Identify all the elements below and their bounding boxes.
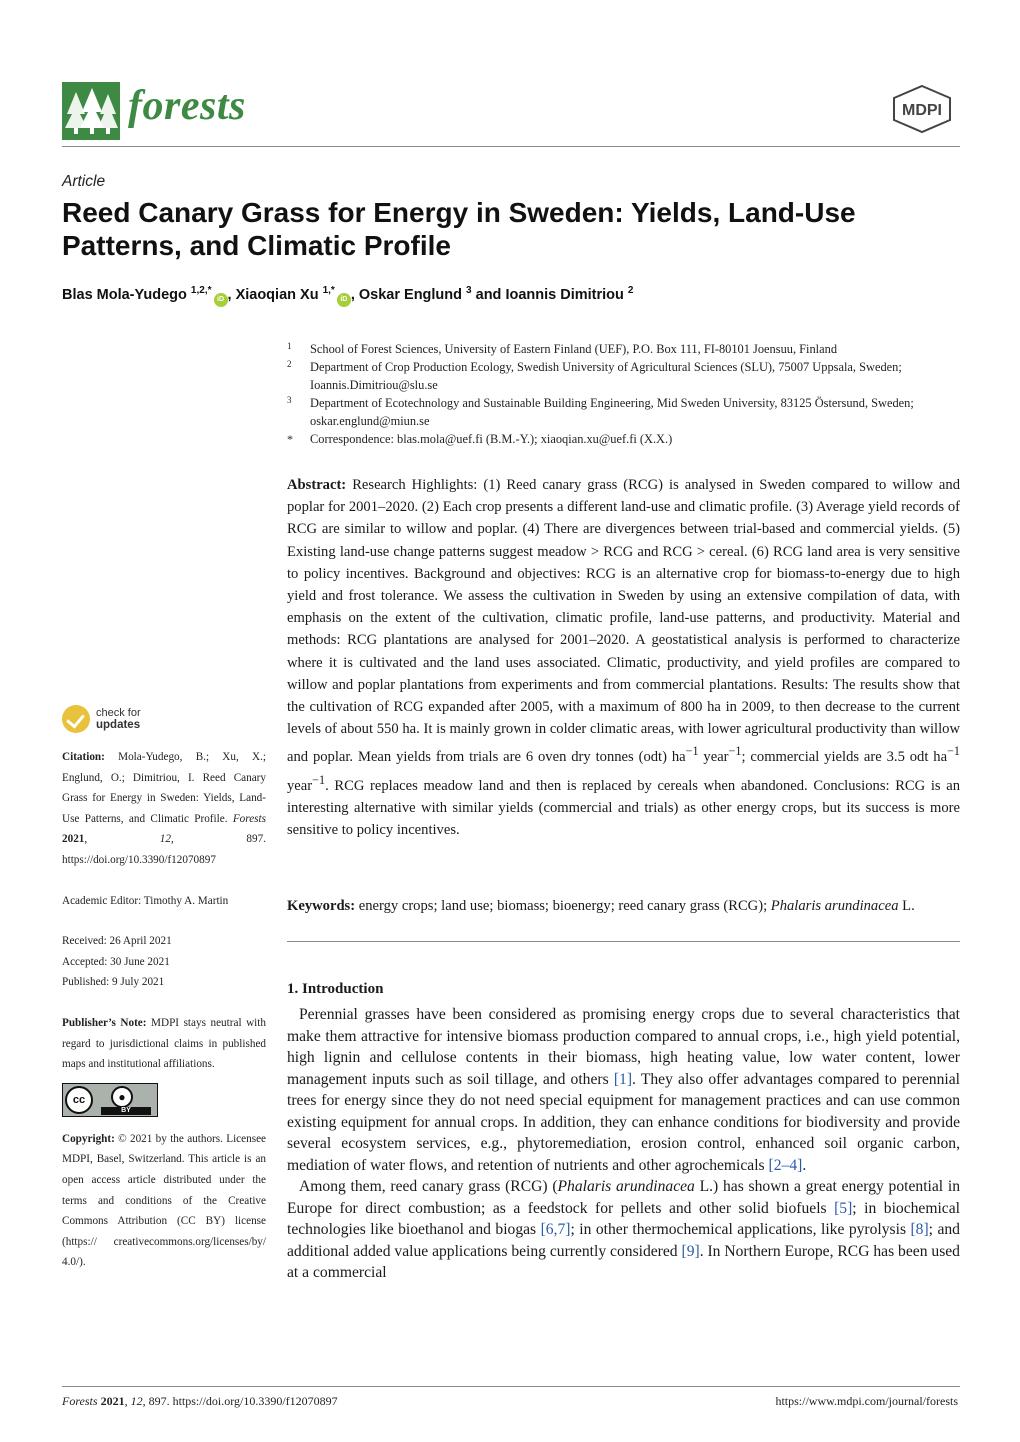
copyright — [62, 1129, 266, 1273]
affiliation-text: Correspondence: blas.mola@uef.fi (B.M.-Y.); xiaoqian.xu@uef.fi (X.X.) — [310, 432, 673, 446]
author-affiliation-mark: 1,2,* — [190, 285, 212, 296]
author-affiliation-mark: 2 — [627, 285, 634, 296]
citation-volume: , 12 — [84, 833, 171, 846]
paragraph — [287, 1004, 960, 1176]
cc-icon: cc — [65, 1086, 93, 1114]
reference-link[interactable]: [1] — [613, 1070, 633, 1088]
checkmark-icon — [62, 705, 90, 733]
copyright-label: Copyright: — [62, 1132, 115, 1145]
citation-doi[interactable]: , 897. https://doi.org/10.3390/f12070897 — [62, 833, 267, 866]
check-for-updates-button[interactable] — [62, 705, 266, 741]
abstract — [287, 474, 960, 841]
text: Among them, reed canary grass (RCG) ( — [299, 1178, 558, 1195]
species-name: Phalaris arundinacea — [557, 1178, 695, 1195]
text: ; in biochemical technologies like bioethanol and biogas — [287, 1199, 960, 1238]
publisher-note-label: Publisher’s Note: — [62, 1016, 147, 1029]
author-name: Blas Mola-Yudego — [62, 286, 191, 303]
affiliation-mark: * — [287, 432, 293, 446]
keywords-text: energy crops; land use; biomass; bioenergy; reed canary grass (RCG); — [355, 898, 771, 914]
affiliation-item — [287, 394, 962, 430]
forests-trees-logo-icon — [62, 82, 120, 140]
copyright-text: © 2021 by the authors. Licensee MDPI, Basel, Switzerland. This article is an open access article distributed under the terms and conditions of the Creative Commons Attribution (CC BY) license (https:// creativecommons.org/licenses/by/ 4.0/). — [62, 1132, 266, 1269]
author-name: Xiaoqian Xu — [235, 286, 323, 303]
reference-link[interactable]: [8] — [910, 1221, 929, 1238]
affiliation-text: Department of Ecotechnology and Sustainable Building Engineering, Mid Sweden University, 83125 Östersund, Sweden; oskar.englund@miun.se — [310, 396, 914, 428]
keywords — [287, 895, 960, 917]
citation — [62, 747, 266, 871]
abstract-text: . RCG replaces meadow land and then is replaced by cereals when abandoned. Conclusions: RCG is an interesting alternative with similar yields (commercial and trials) as other energy crops, but its success is more sensitive to policy incentives. — [287, 777, 960, 838]
svg-text:MDPI: MDPI — [902, 102, 942, 119]
text: Perennial grasses have been considered as promising energy crops due to several characteristics that make them attractive for intensive biomass production compared to annual crops, i.e., high yield potential, high lignin and cellulose contents in their biomass, high heating value, low water content, lower management inputs such as soil tillage, and others — [287, 1006, 960, 1088]
updates-label: updates — [96, 719, 141, 731]
attribution-person-icon: ● — [111, 1086, 133, 1108]
check-label: check for — [96, 707, 141, 719]
keywords-italic: Phalaris arundinacea — [770, 898, 899, 914]
text: ; and additional added value applications being currently considered — [287, 1221, 960, 1260]
text: ; in other thermochemical applications, like pyrolysis — [570, 1221, 911, 1238]
published-date: Published: 9 July 2021 — [62, 976, 165, 989]
section-heading: 1. Introduction — [287, 981, 384, 997]
abstract-text: year — [287, 777, 313, 794]
abstract-text: Research Highlights: (1) Reed canary grass (RCG) is analysed in Sweden compared to willow and poplar for 2001–2020. (2) Each crop presents a different land-use and climatic profile. (3) Average yield records of RCG are similar to willow and poplar. (4) There are divergences between trial-based and commercial yields. (5) Existing land-use change patterns suggest meadow > RCG and RCG > cereal. (6) RCG land area is very sensitive to policy incentives. Background and objectives: RCG is an alternative crop for biomass-to-energy due to high yield and frost tolerance. We assess the cultivation in Sweden by using an extensive compilation of data, with emphasis on the extent of the cultivation, climatic profile, land-use patterns, and productivity. Material and methods: RCG plantations are analysed for 2001–2020. A geostatistical analysis is performed to characterize where it is cultivated and the land uses associated. Climatic, productivity, and yield profiles are compared to willow and poplar plantations from experiments and from commercial plantations. Results: The results show that the cultivation of RCG expanded after 2005, with a maximum of 800 ha in 2009, to then decrease to the current levels of about 550 ha. It is mainly grown in colder climatic areas, with lower agricultural productivity than willow and poplar. Mean yields from trials are 6 oven dry tonnes (odt) ha — [287, 477, 960, 766]
orcid-icon[interactable]: iD — [214, 293, 228, 307]
abstract-label: Abstract: — [287, 477, 347, 493]
author-name: Oskar Englund — [358, 286, 467, 303]
author-name: Ioannis Dimitriou — [505, 286, 628, 303]
header-divider — [62, 146, 960, 147]
author-separator: , — [350, 286, 359, 303]
text: L.) has shown a great energy potential in Europe for direct combustion; as a feedstock for pellets and other solid biofuels — [287, 1178, 961, 1217]
author-affiliation-mark: 3 — [466, 285, 472, 296]
reference-link[interactable]: [9] — [681, 1242, 700, 1260]
affiliation-text: Department of Crop Production Ecology, Swedish University of Agricultural Sciences (SLU), 75007 Uppsala, Sweden; Ioannis.Dimitriou@slu.se — [310, 360, 902, 392]
affiliation-item — [287, 430, 962, 448]
text: . In Northern Europe, RCG has been used at a commercial — [287, 1242, 960, 1281]
introduction-body — [287, 1004, 960, 1284]
reference-link[interactable]: [5] — [834, 1199, 853, 1217]
affiliation-text: School of Forest Sciences, University of Eastern Finland (UEF), P.O. Box 111, FI-80101 Joensuu, Finland — [310, 342, 838, 356]
footer-doi[interactable]: , 897. https://doi.org/10.3390/f12070897 — [142, 1394, 338, 1408]
affiliation-mark: 3 — [287, 395, 292, 405]
affiliations — [287, 340, 962, 448]
reference-link[interactable]: [2–4] — [768, 1156, 803, 1174]
affiliation-item — [287, 358, 962, 394]
paragraph — [287, 1176, 960, 1284]
section-divider — [287, 941, 960, 942]
abstract-unit: −1 — [728, 744, 742, 759]
sidebar — [62, 705, 266, 1273]
abstract-unit: −1 — [685, 744, 699, 759]
journal-header — [62, 78, 960, 148]
abstract-unit: −1 — [312, 772, 326, 787]
journal-name: forests — [128, 83, 246, 129]
text: . They also offer advantages compared to perennial trees for energy since they do not need special equipment for management practices and can use common existing equipment for annual crops. In addition, they can enhance conditions for biodiversity and provide several ecosystem services, e.g., phytoremediation, erosion control, enhanced soil organic carbon, mediation of water flows, and retention of nutrients and other agrochemicals — [287, 1070, 960, 1174]
abstract-unit: −1 — [947, 744, 960, 759]
citation-text: Mola-Yudego, B.; Xu, X.; Englund, O.; Dimitriou, I. Reed Canary Grass for Energy in Sweden: Yields, Land-Use Patterns, and Climatic Profile. — [62, 751, 266, 825]
author-list — [62, 285, 962, 307]
footer-journal-url[interactable]: https://www.mdpi.com/journal/forests — [775, 1394, 958, 1408]
citation-year: 2021 — [62, 833, 85, 846]
orcid-icon[interactable]: iD — [337, 293, 351, 307]
cc-by-license-icon[interactable] — [62, 1083, 158, 1117]
accepted-date: Accepted: 30 June 2021 — [62, 955, 170, 968]
article-title: Reed Canary Grass for Energy in Sweden: Yields, Land-Use Patterns, and Climatic Profile — [62, 197, 856, 261]
article-type: Article — [62, 173, 106, 190]
affiliation-mark: 1 — [287, 341, 292, 351]
author-affiliation-mark: 1,* — [322, 285, 335, 296]
reference-link[interactable]: [6,7] — [540, 1221, 571, 1238]
affiliation-item — [287, 340, 962, 358]
affiliation-mark: 2 — [287, 359, 292, 369]
author-separator: , — [227, 286, 236, 303]
abstract-text: ; commercial yields are 3.5 odt ha — [741, 749, 948, 766]
academic-editor: Academic Editor: Timothy A. Martin — [62, 894, 229, 907]
publisher-note-text: MDPI stays neutral with regard to jurisdictional claims in published maps and institutional affiliations. — [62, 1016, 266, 1071]
footer-journal: Forests — [62, 1394, 98, 1408]
abstract-text: year — [698, 749, 729, 766]
citation-label: Citation: — [62, 751, 105, 763]
publisher-note — [62, 1013, 266, 1075]
by-label: BY — [101, 1107, 151, 1115]
keywords-end: L. — [898, 898, 915, 914]
footer-divider — [62, 1386, 960, 1387]
footer-citation — [62, 1394, 338, 1409]
citation-journal: Forests — [232, 812, 266, 825]
footer-volume: , 12 — [124, 1394, 143, 1408]
footer-year: 2021 — [97, 1394, 125, 1408]
mdpi-logo — [888, 84, 956, 134]
received-date: Received: 26 April 2021 — [62, 935, 172, 948]
author-separator: and — [471, 286, 506, 303]
text: . — [802, 1156, 807, 1174]
keywords-label: Keywords: — [287, 898, 356, 914]
